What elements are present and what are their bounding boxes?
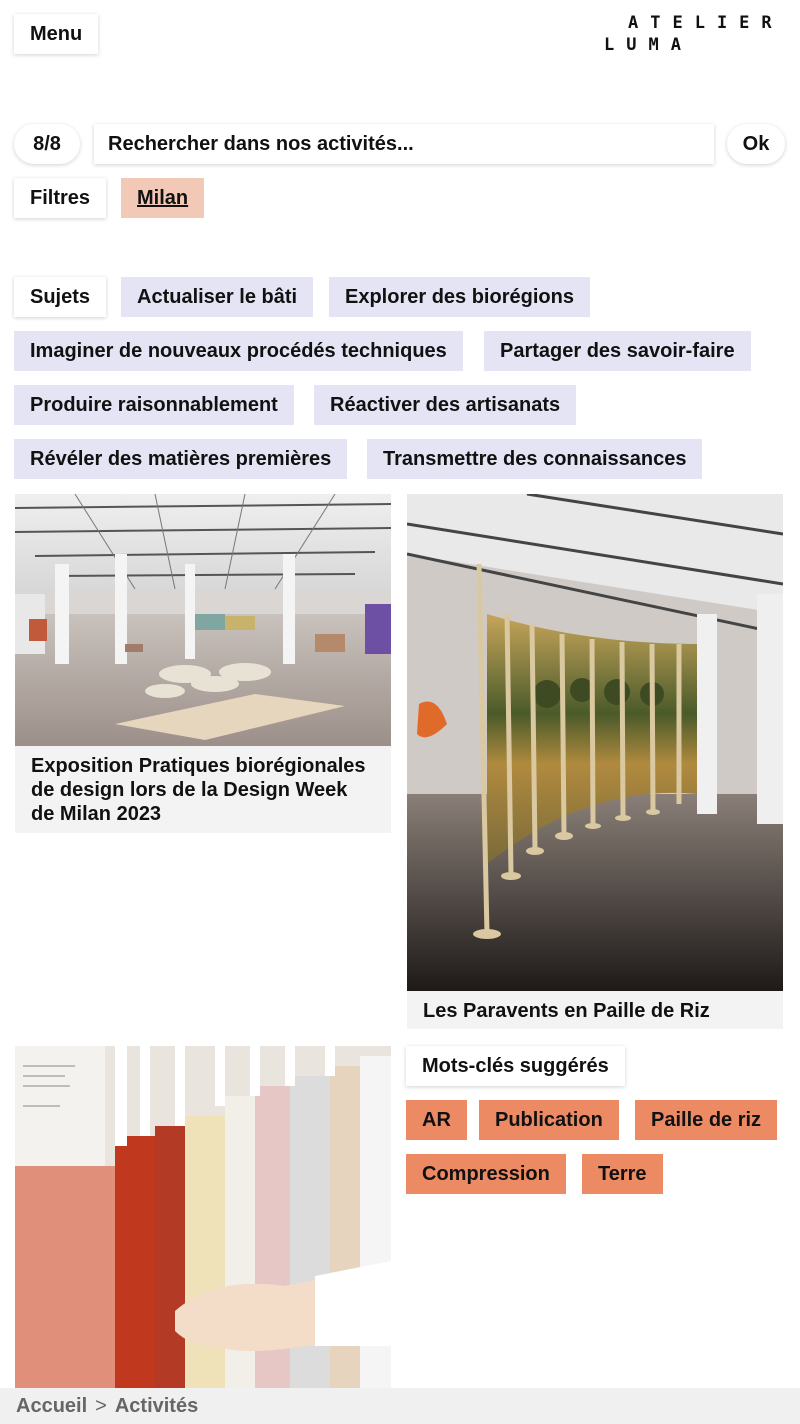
subject-chip[interactable]: Explorer des biorégions [329,277,590,317]
paravents-photo [407,494,783,991]
activity-card-textiles[interactable] [15,1046,391,1388]
keyword-chip[interactable]: Terre [582,1154,663,1194]
subject-chip[interactable]: Partager des savoir-faire [484,331,751,371]
subject-chip[interactable]: Révéler des matières premières [14,439,347,479]
search-submit-button[interactable]: Ok [727,124,785,164]
subject-chip[interactable]: Produire raisonnablement [14,385,294,425]
keyword-chip[interactable]: Compression [406,1154,566,1194]
subject-chip[interactable]: Réactiver des artisanats [314,385,576,425]
suggested-keywords-label: Mots-clés suggérés [406,1046,625,1086]
breadcrumb [0,1388,800,1424]
breadcrumb-home-link[interactable]: Accueil [16,1394,88,1417]
card-title[interactable]: Exposition Pratiques biorégionales de design lors de la Design Week de Milan 2023 [31,755,366,825]
site-logo[interactable] [604,12,790,56]
search-input[interactable] [94,124,714,164]
subject-chip[interactable]: Transmettre des connaissances [367,439,702,479]
breadcrumb-separator: > [95,1394,107,1417]
logo-line-2: LUMA [604,35,693,55]
active-filter-milan[interactable]: Milan [121,178,204,218]
subject-chip[interactable]: Actualiser le bâti [121,277,313,317]
activity-card-paravents[interactable] [407,494,783,1029]
filters-button[interactable]: Filtres [14,178,106,218]
textile-samples-photo [15,1046,391,1388]
card-title[interactable]: Les Paravents en Paille de Riz [423,1000,710,1022]
menu-button[interactable]: Menu [14,14,98,54]
results-count: 8/8 [14,124,80,164]
breadcrumb-current: Activités [114,1394,199,1417]
keyword-chip[interactable]: AR [406,1100,467,1140]
keyword-chip[interactable]: Publication [479,1100,619,1140]
activity-card-milan-exhibition[interactable] [15,494,391,833]
keyword-chip[interactable]: Paille de riz [635,1100,777,1140]
exhibition-photo [15,494,391,746]
logo-line-1: ATELIER [628,13,784,33]
subjects-label: Sujets [14,277,106,317]
subject-chip[interactable]: Imaginer de nouveaux procédés techniques [14,331,463,371]
